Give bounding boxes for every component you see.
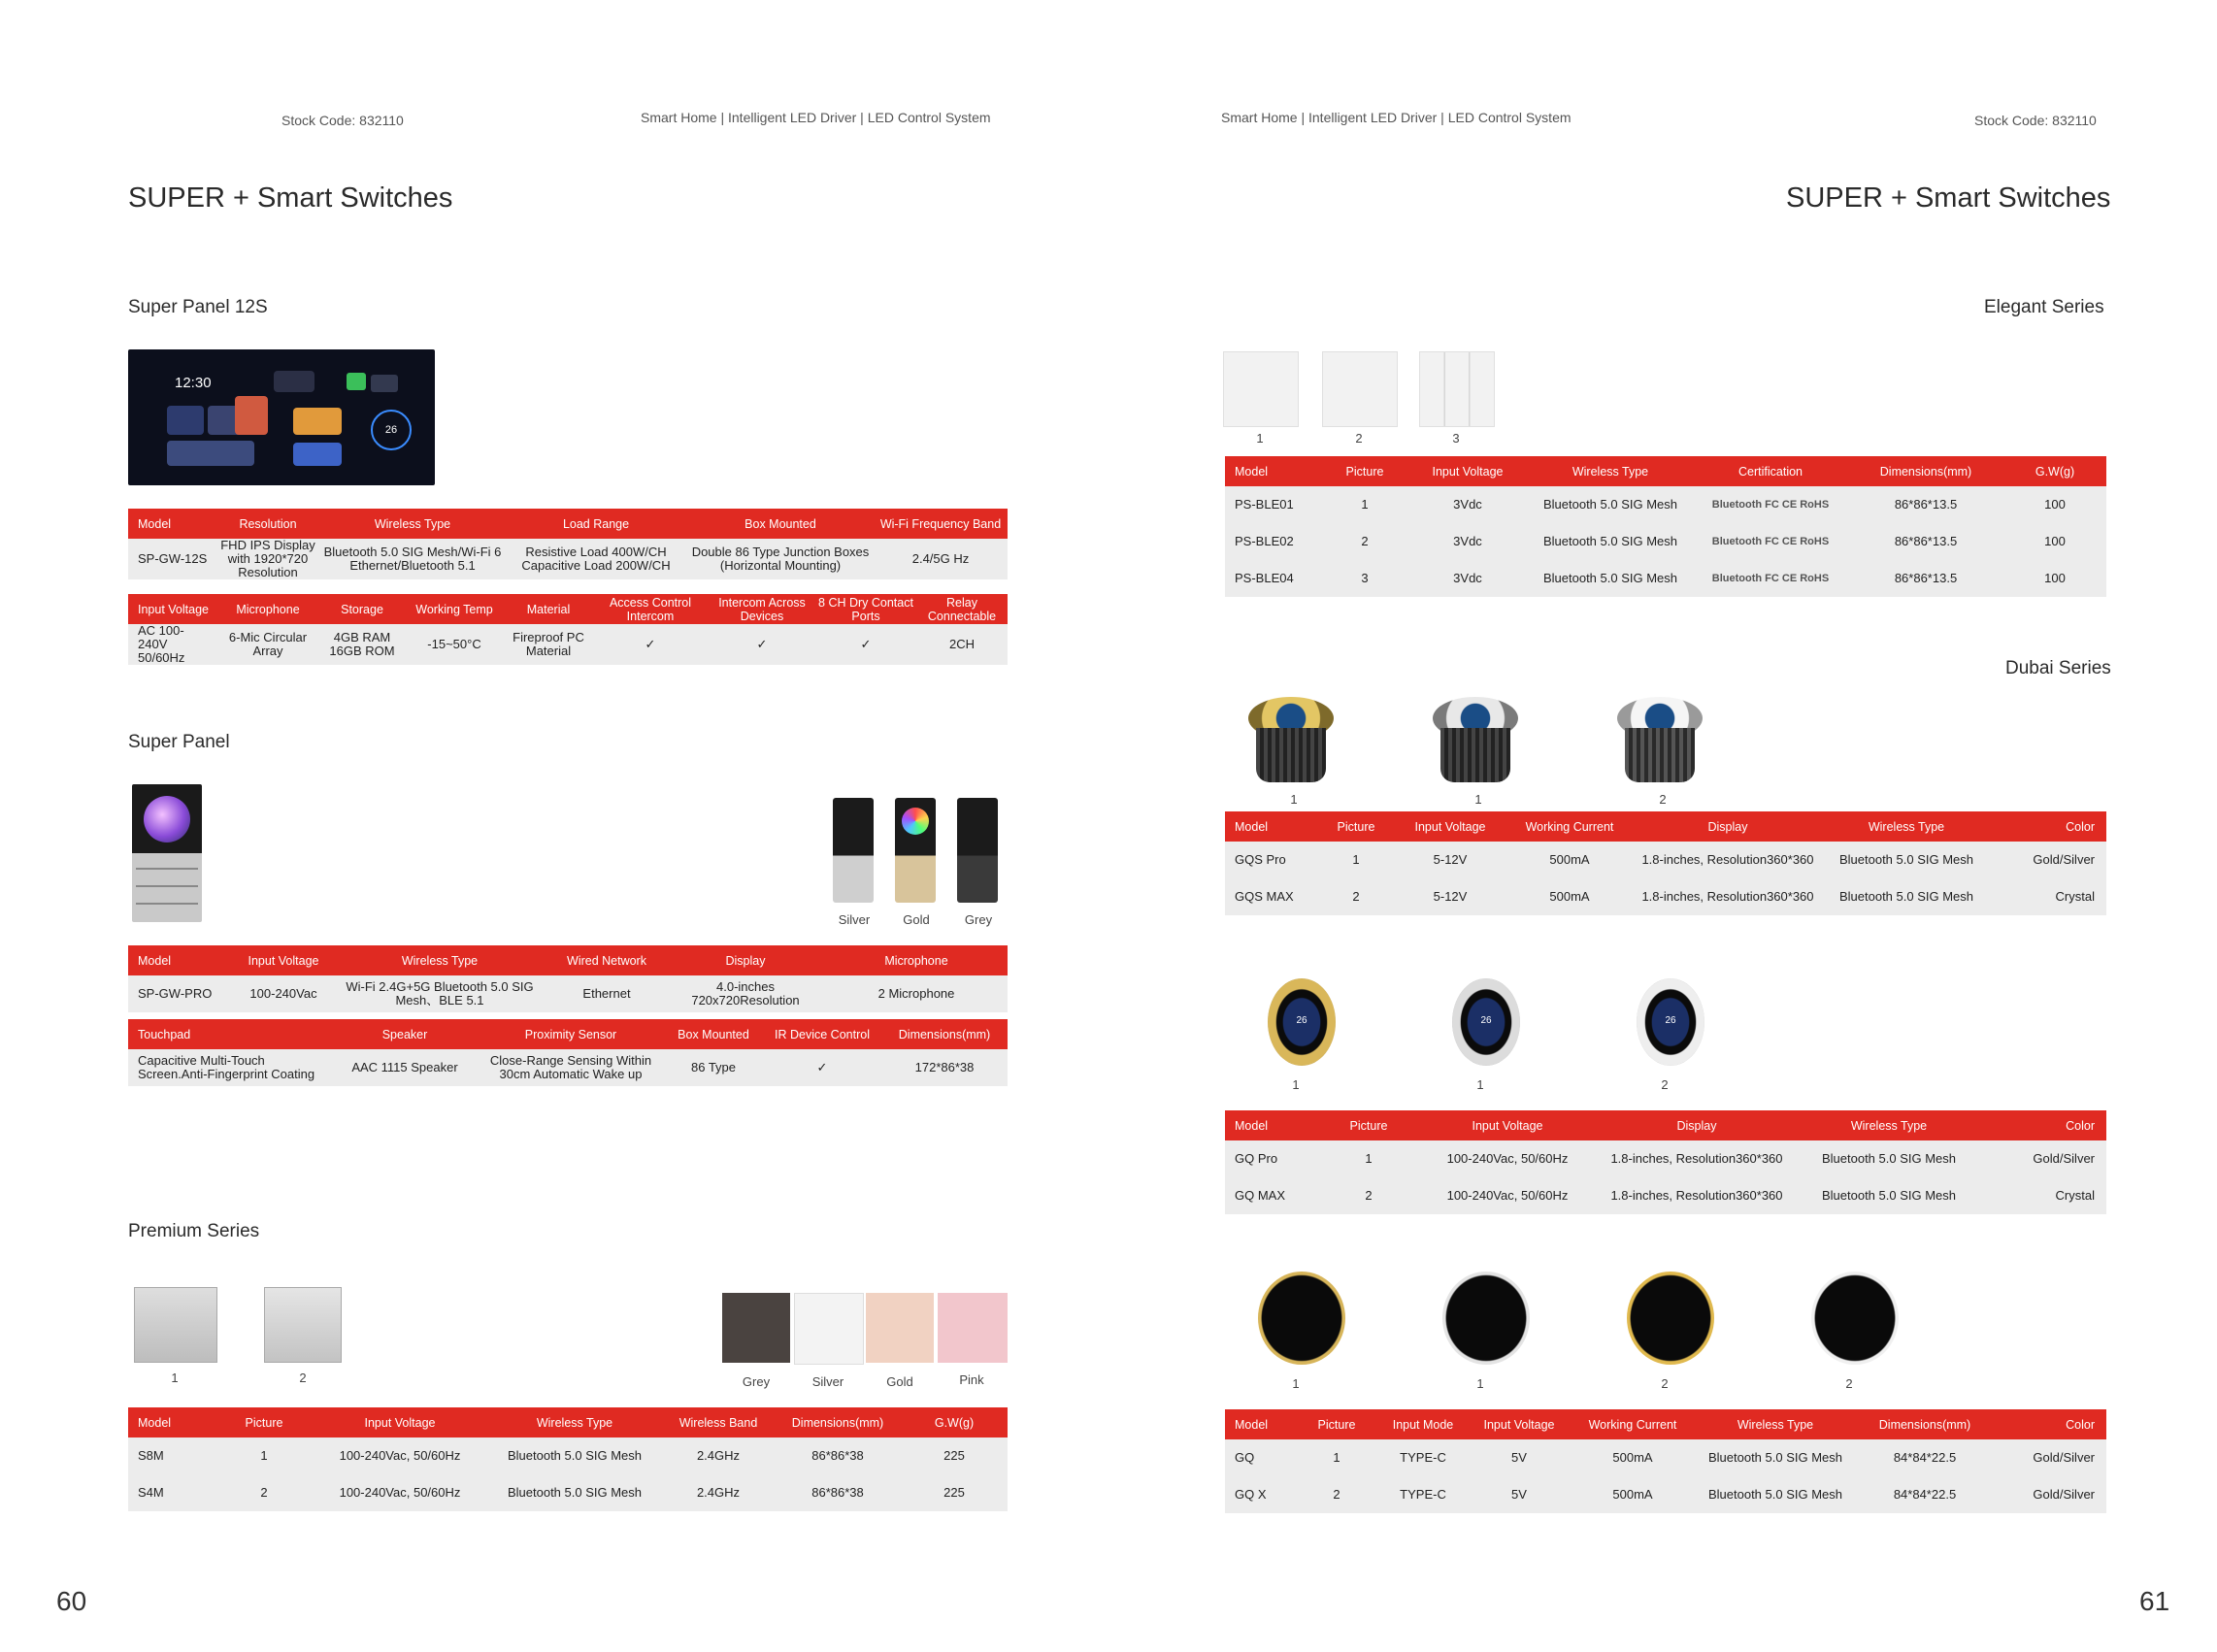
premium-switch-1-image: [134, 1287, 217, 1363]
caption-picture-2: 2: [299, 1371, 307, 1385]
th-wired: Wired Network: [547, 945, 666, 975]
th-input-voltage: Input Voltage: [235, 945, 332, 975]
table-row: [1225, 1140, 2106, 1177]
left-page-title: SUPER + Smart Switches: [128, 182, 453, 214]
th-picture: Picture: [1299, 1409, 1374, 1439]
knob-body: [1625, 728, 1695, 782]
th-box: Box Mounted: [664, 1019, 763, 1049]
nav-smart-home: Smart Home: [641, 110, 717, 125]
certification-logos: Bluetooth FC CE RoHS: [1693, 486, 1848, 523]
cell: 172*86*38: [881, 1049, 1008, 1086]
th-relay: Relay Connectable: [916, 594, 1008, 624]
th-access-control: Access Control Intercom: [592, 594, 709, 624]
right-header-nav: Smart Home | Intelligent LED Driver | LED Control System: [1221, 110, 1572, 125]
th-working-current: Working Current: [1506, 811, 1633, 842]
gq-pro-silver-ring-image: [1452, 978, 1520, 1066]
cell: Bluetooth 5.0 SIG Mesh: [1699, 1439, 1852, 1476]
divider: [136, 868, 198, 870]
screen-tile: [293, 408, 342, 435]
cell: Close-Range Sensing Within 30cm Automatic Wake up: [478, 1049, 664, 1086]
caption-picture: 1: [1474, 792, 1482, 807]
cell: 500mA: [1506, 878, 1633, 915]
caption-picture: 1: [1476, 1077, 1484, 1092]
premium-gold-swatch: [866, 1293, 934, 1363]
knob-body: [1256, 728, 1326, 782]
table-header-row: [1225, 1110, 2106, 1140]
section-title-super-panel: Super Panel: [128, 732, 230, 752]
th-dry-contact: 8 CH Dry Contact Ports: [815, 594, 916, 624]
caption-picture: 1: [1476, 1376, 1484, 1391]
th-wireless: Wireless Type: [487, 1407, 662, 1437]
cell: Crystal: [1990, 878, 2106, 915]
cell: 86*86*38: [775, 1474, 901, 1511]
th-input-voltage: Input Voltage: [1394, 811, 1506, 842]
cell: 6-Mic Circular Array: [215, 624, 320, 665]
caption-picture: 2: [1659, 792, 1667, 807]
nav-led-control: LED Control System: [867, 110, 991, 125]
cell: 500mA: [1506, 842, 1633, 878]
cell: 86*86*13.5: [1848, 560, 2003, 597]
cell: Resistive Load 400W/CH Capacitive Load 200W/CH: [505, 539, 687, 579]
th-dimensions: Dimensions(mm): [1852, 1409, 1998, 1439]
cell: 5V: [1472, 1439, 1567, 1476]
th-microphone: Microphone: [825, 945, 1008, 975]
cell: 1.8-inches, Resolution360*360: [1600, 1140, 1794, 1177]
nav-smart-home: Smart Home: [1221, 110, 1298, 125]
table-row: [1225, 1476, 2106, 1513]
cell: Bluetooth 5.0 SIG Mesh: [1528, 523, 1693, 560]
dubai-gqs-spec-table: [1225, 811, 2106, 915]
knob-body: [1440, 728, 1510, 782]
th-dimensions: Dimensions(mm): [775, 1407, 901, 1437]
cell: Bluetooth 5.0 SIG Mesh: [1823, 842, 1990, 878]
gqx-crystal-round-image: [1811, 1272, 1899, 1365]
th-wireless: Wireless Type: [1699, 1409, 1852, 1439]
th-input-voltage: Input Voltage: [128, 594, 215, 624]
cell: 1: [1322, 486, 1407, 523]
th-band: Wireless Band: [662, 1407, 775, 1437]
super-panel-image: [132, 784, 202, 922]
left-header-nav: Smart Home | Intelligent LED Driver | LED Control System: [641, 110, 991, 125]
premium-spec-table: [128, 1407, 1008, 1511]
gqx-gold-round-image: [1627, 1272, 1714, 1365]
right-page-number: 61: [2139, 1586, 2170, 1616]
cell: 100: [2003, 486, 2106, 523]
gqs-pro-silver-knob-image: [1427, 693, 1524, 790]
cell: GQ: [1225, 1439, 1299, 1476]
th-model: Model: [1225, 1110, 1322, 1140]
th-display: Display: [666, 945, 825, 975]
cell: 2: [1322, 1177, 1415, 1214]
caption-picture: 2: [1845, 1376, 1853, 1391]
th-input-voltage: Input Voltage: [1472, 1409, 1567, 1439]
cell: 2.4/5G Hz: [874, 539, 1008, 579]
table-row: [128, 539, 1008, 579]
cell: 86 Type: [664, 1049, 763, 1086]
th-ir: IR Device Control: [763, 1019, 881, 1049]
th-model: Model: [1225, 456, 1322, 486]
th-picture: Picture: [1318, 811, 1394, 842]
cell: S8M: [128, 1437, 215, 1474]
cell: 100: [2003, 523, 2106, 560]
caption-picture: 1: [1292, 1077, 1300, 1092]
super-panel-gold-image: [895, 798, 936, 903]
elegant-switch-1-image: [1223, 351, 1299, 427]
th-touchpad: Touchpad: [128, 1019, 332, 1049]
premium-silver-swatch: [794, 1293, 864, 1365]
cell: 500mA: [1567, 1476, 1699, 1513]
th-model: Model: [1225, 1409, 1299, 1439]
th-speaker: Speaker: [332, 1019, 478, 1049]
table-header-row: [128, 509, 1008, 539]
cell: Crystal: [1984, 1177, 2106, 1214]
cell: 3Vdc: [1407, 486, 1528, 523]
th-input-mode: Input Mode: [1374, 1409, 1472, 1439]
section-title-premium: Premium Series: [128, 1221, 260, 1241]
super-panel-spec-table-2: [128, 1019, 1008, 1086]
table-row: [128, 1437, 1008, 1474]
cell: 2: [1299, 1476, 1374, 1513]
cell: GQS Pro: [1225, 842, 1318, 878]
elegant-spec-table: [1225, 456, 2106, 597]
nav-led-driver: Intelligent LED Driver: [728, 110, 857, 125]
screen-tile: [167, 441, 254, 466]
th-model: Model: [128, 1407, 215, 1437]
cell: 84*84*22.5: [1852, 1476, 1998, 1513]
th-wireless: Wireless Type: [1794, 1110, 1984, 1140]
th-storage: Storage: [320, 594, 404, 624]
cell: Bluetooth 5.0 SIG Mesh: [1794, 1177, 1984, 1214]
th-weight: G.W(g): [2003, 456, 2106, 486]
cell: Wi-Fi 2.4G+5G Bluetooth 5.0 SIG Mesh、BLE 5.1: [332, 975, 547, 1012]
ring-screen-text: 26: [1480, 1015, 1492, 1026]
th-resolution: Resolution: [215, 509, 320, 539]
cell: 86*86*13.5: [1848, 486, 2003, 523]
th-wireless: Wireless Type: [332, 945, 547, 975]
left-page-number: 60: [56, 1586, 87, 1616]
panel12s-clock: 12:30: [175, 375, 212, 391]
th-working-temp: Working Temp: [404, 594, 505, 624]
left-stock-code: Stock Code: 832110: [281, 113, 404, 128]
cell: AC 100-240V 50/60Hz: [128, 624, 215, 665]
cell: GQ Pro: [1225, 1140, 1322, 1177]
super-panel-grey-image: [957, 798, 998, 903]
cell: 100-240Vac, 50/60Hz: [1415, 1177, 1600, 1214]
cell: Fireproof PC Material: [505, 624, 592, 665]
elegant-switch-2-image: [1322, 351, 1398, 427]
certification-logos: Bluetooth FC CE RoHS: [1693, 523, 1848, 560]
th-wireless: Wireless Type: [1528, 456, 1693, 486]
cell: TYPE-C: [1374, 1476, 1472, 1513]
orb-display: [144, 796, 190, 843]
caption-picture: 1: [1290, 792, 1298, 807]
caption-pink: Pink: [959, 1372, 984, 1387]
color-wheel-icon: [902, 808, 929, 835]
cell: Capacitive Multi-Touch Screen.Anti-Fingerprint Coating: [128, 1049, 332, 1086]
cell: Bluetooth 5.0 SIG Mesh: [487, 1474, 662, 1511]
th-picture: Picture: [215, 1407, 313, 1437]
cell: Bluetooth 5.0 SIG Mesh: [487, 1437, 662, 1474]
cell: GQS MAX: [1225, 878, 1318, 915]
divider: [136, 885, 198, 887]
gqs-max-crystal-knob-image: [1611, 693, 1708, 790]
cell: 2.4GHz: [662, 1437, 775, 1474]
table-header-row: [128, 1407, 1008, 1437]
th-microphone: Microphone: [215, 594, 320, 624]
th-material: Material: [505, 594, 592, 624]
cell: PS-BLE04: [1225, 560, 1322, 597]
cell: Gold/Silver: [1984, 1140, 2106, 1177]
screen-tile: [371, 375, 398, 392]
cell: SP-GW-12S: [128, 539, 215, 579]
cell: 500mA: [1567, 1439, 1699, 1476]
th-color: Color: [1990, 811, 2106, 842]
cell: PS-BLE02: [1225, 523, 1322, 560]
cell: 4GB RAM 16GB ROM: [320, 624, 404, 665]
cell: 3Vdc: [1407, 560, 1528, 597]
cell: SP-GW-PRO: [128, 975, 235, 1012]
table-row: [128, 1474, 1008, 1511]
elegant-switch-3-image: [1419, 351, 1495, 427]
th-input-voltage: Input Voltage: [1407, 456, 1528, 486]
check-icon: ✓: [709, 624, 815, 665]
cell: 3Vdc: [1407, 523, 1528, 560]
cell: 1: [215, 1437, 313, 1474]
cell: 1: [1299, 1439, 1374, 1476]
cell: 2.4GHz: [662, 1474, 775, 1511]
right-page-title: SUPER + Smart Switches: [1786, 182, 2111, 214]
table-row: [1225, 1177, 2106, 1214]
th-intercom: Intercom Across Devices: [709, 594, 815, 624]
screen-tile: [274, 371, 314, 392]
caption-silver: Silver: [838, 912, 871, 927]
gq-pro-gold-ring-image: [1268, 978, 1336, 1066]
cell: GQ MAX: [1225, 1177, 1322, 1214]
th-dimensions: Dimensions(mm): [881, 1019, 1008, 1049]
th-display: Display: [1633, 811, 1823, 842]
th-input-voltage: Input Voltage: [313, 1407, 487, 1437]
cell: 3: [1322, 560, 1407, 597]
table-header-row: [1225, 811, 2106, 842]
cell: Gold/Silver: [1998, 1439, 2106, 1476]
cell: 1: [1318, 842, 1394, 878]
table-row: [1225, 842, 2106, 878]
th-picture: Picture: [1322, 456, 1407, 486]
th-working-current: Working Current: [1567, 1409, 1699, 1439]
cell: 100-240Vac: [235, 975, 332, 1012]
premium-pink-swatch: [938, 1293, 1008, 1363]
super-panel-spec-table: [128, 945, 1008, 1012]
panel12s-spec-table-2: [128, 594, 1008, 665]
cell: 1.8-inches, Resolution360*360: [1633, 878, 1823, 915]
cell: FHD IPS Display with 1920*720 Resolution: [215, 539, 320, 579]
section-title-elegant: Elegant Series: [1984, 297, 2104, 317]
caption-gold: Gold: [886, 1374, 913, 1389]
divider: [136, 903, 198, 905]
check-icon: ✓: [763, 1049, 881, 1086]
caption-silver: Silver: [811, 1374, 844, 1389]
cell: 1.8-inches, Resolution360*360: [1600, 1177, 1794, 1214]
cell: S4M: [128, 1474, 215, 1511]
cell: Bluetooth 5.0 SIG Mesh: [1528, 560, 1693, 597]
nav-led-driver: Intelligent LED Driver: [1308, 110, 1438, 125]
table-row: [128, 624, 1008, 665]
th-load: Load Range: [505, 509, 687, 539]
th-certification: Certification: [1693, 456, 1848, 486]
screen-tile: [167, 406, 204, 435]
screen-tile: [347, 373, 366, 390]
cell: 100-240Vac, 50/60Hz: [313, 1437, 487, 1474]
cell: Ethernet: [547, 975, 666, 1012]
cell: 84*84*22.5: [1852, 1439, 1998, 1476]
th-model: Model: [128, 509, 215, 539]
cell: Gold/Silver: [1998, 1476, 2106, 1513]
dubai-gq-spec-table: [1225, 1110, 2106, 1214]
th-wireless: Wireless Type: [320, 509, 505, 539]
cell: PS-BLE01: [1225, 486, 1322, 523]
th-wifi-band: Wi-Fi Frequency Band: [874, 509, 1008, 539]
th-display: Display: [1600, 1110, 1794, 1140]
cell: Bluetooth 5.0 SIG Mesh: [1823, 878, 1990, 915]
cell: 100-240Vac, 50/60Hz: [1415, 1140, 1600, 1177]
table-row: [1225, 523, 2106, 560]
cell: 5V: [1472, 1476, 1567, 1513]
panel12s-thermostat: 26: [371, 410, 412, 450]
ring-screen-text: 26: [1296, 1015, 1307, 1026]
cell: 100-240Vac, 50/60Hz: [313, 1474, 487, 1511]
cell: 86*86*13.5: [1848, 523, 2003, 560]
th-input-voltage: Input Voltage: [1415, 1110, 1600, 1140]
gq-gold-round-image: [1258, 1272, 1345, 1365]
cell: 1.8-inches, Resolution360*360: [1633, 842, 1823, 878]
cell: 5-12V: [1394, 842, 1506, 878]
caption-picture-3: 3: [1452, 431, 1460, 446]
cell: 86*86*38: [775, 1437, 901, 1474]
panel12s-image: [128, 349, 435, 485]
cell: AAC 1115 Speaker: [332, 1049, 478, 1086]
certification-logos: Bluetooth FC CE RoHS: [1693, 560, 1848, 597]
table-header-row: [1225, 1409, 2106, 1439]
th-color: Color: [1998, 1409, 2106, 1439]
table-row: [1225, 1439, 2106, 1476]
th-proximity: Proximity Sensor: [478, 1019, 664, 1049]
th-color: Color: [1984, 1110, 2106, 1140]
cell: 2 Microphone: [825, 975, 1008, 1012]
check-icon: ✓: [815, 624, 916, 665]
right-stock-code: Stock Code: 832110: [1974, 113, 2097, 128]
cell: 100: [2003, 560, 2106, 597]
table-row: [1225, 560, 2106, 597]
caption-grey: Grey: [742, 1374, 771, 1389]
cell: Double 86 Type Junction Boxes (Horizontal Mounting): [687, 539, 874, 579]
table-row: [1225, 486, 2106, 523]
th-wireless: Wireless Type: [1823, 811, 1990, 842]
cell: Bluetooth 5.0 SIG Mesh/Wi-Fi 6 Ethernet/Bluetooth 5.1: [320, 539, 505, 579]
cell: 2: [1318, 878, 1394, 915]
th-weight: G.W(g): [901, 1407, 1008, 1437]
table-header-row: [128, 945, 1008, 975]
cell: 2CH: [916, 624, 1008, 665]
cell: 2: [1322, 523, 1407, 560]
cell: -15~50°C: [404, 624, 505, 665]
th-picture: Picture: [1322, 1110, 1415, 1140]
table-header-row: [128, 594, 1008, 624]
super-panel-silver-image: [833, 798, 874, 903]
cell: GQ X: [1225, 1476, 1299, 1513]
th-model: Model: [128, 945, 235, 975]
gq-max-crystal-ring-image: [1637, 978, 1704, 1066]
ring-screen-text: 26: [1665, 1015, 1676, 1026]
cell: Bluetooth 5.0 SIG Mesh: [1528, 486, 1693, 523]
table-row: [128, 975, 1008, 1012]
cell: 4.0-inches 720x720Resolution: [666, 975, 825, 1012]
cell: Gold/Silver: [1990, 842, 2106, 878]
premium-switch-2-image: [264, 1287, 342, 1363]
screen-tile: [235, 396, 268, 435]
check-icon: ✓: [592, 624, 709, 665]
th-model: Model: [1225, 811, 1318, 842]
cell: 2: [215, 1474, 313, 1511]
cell: 225: [901, 1474, 1008, 1511]
table-header-row: [128, 1019, 1008, 1049]
caption-picture: 1: [1292, 1376, 1300, 1391]
gqs-pro-gold-knob-image: [1242, 693, 1340, 790]
nav-led-control: LED Control System: [1447, 110, 1572, 125]
caption-picture: 2: [1661, 1376, 1669, 1391]
cell: 225: [901, 1437, 1008, 1474]
screen-tile: [293, 443, 342, 466]
caption-picture-2: 2: [1355, 431, 1363, 446]
section-title-panel12s: Super Panel 12S: [128, 297, 268, 317]
table-row: [128, 1049, 1008, 1086]
th-dimensions: Dimensions(mm): [1848, 456, 2003, 486]
caption-gold: Gold: [903, 912, 930, 927]
panel12s-spec-table: [128, 509, 1008, 579]
section-title-dubai: Dubai Series: [2005, 658, 2111, 678]
caption-picture: 2: [1661, 1077, 1669, 1092]
caption-picture-1: 1: [171, 1371, 179, 1385]
table-row: [1225, 878, 2106, 915]
cell: Bluetooth 5.0 SIG Mesh: [1699, 1476, 1852, 1513]
premium-grey-swatch: [722, 1293, 790, 1363]
gq-silver-round-image: [1442, 1272, 1530, 1365]
cell: Bluetooth 5.0 SIG Mesh: [1794, 1140, 1984, 1177]
caption-grey: Grey: [964, 912, 993, 927]
caption-picture-1: 1: [1256, 431, 1264, 446]
table-header-row: [1225, 456, 2106, 486]
cell: 1: [1322, 1140, 1415, 1177]
dubai-gq-round-spec-table: [1225, 1409, 2106, 1513]
cell: 5-12V: [1394, 878, 1506, 915]
cell: TYPE-C: [1374, 1439, 1472, 1476]
th-box: Box Mounted: [687, 509, 874, 539]
